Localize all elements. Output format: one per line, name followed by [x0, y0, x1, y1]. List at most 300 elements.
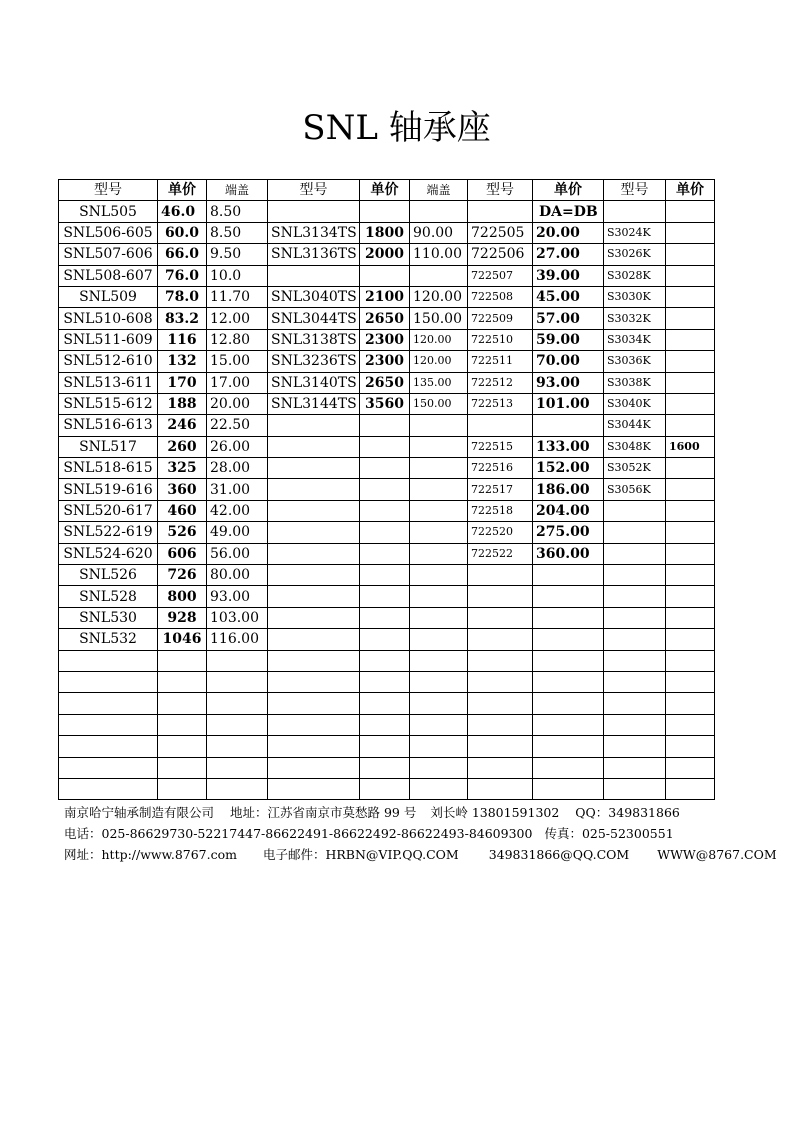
cell-price — [158, 671, 207, 692]
company-address: 地址：江苏省南京市莫愁路 99 号 — [230, 805, 417, 820]
cell-model: SNL515-612 — [59, 393, 158, 414]
table-row — [59, 372, 715, 393]
contact-person: 刘长岭 13801591302 — [430, 805, 560, 820]
cell-end-cap-2 — [410, 778, 468, 799]
footer-line-1 — [64, 803, 680, 823]
cell-price-4 — [666, 714, 715, 735]
cell-end-cap: 20.00 — [207, 393, 268, 414]
cell-price-3 — [533, 693, 604, 714]
cell-price-3: 93.00 — [533, 372, 604, 393]
cell-model-4 — [604, 565, 666, 586]
table-row — [59, 329, 715, 350]
cell-price: 66.0 — [158, 244, 207, 265]
cell-model-3 — [468, 415, 533, 436]
cell-model: SNL522-619 — [59, 522, 158, 543]
header-model: 型号 — [59, 180, 158, 201]
cell-price: 46.0 — [158, 201, 207, 222]
table-row — [59, 244, 715, 265]
cell-price-4 — [666, 393, 715, 414]
cell-end-cap: 49.00 — [207, 522, 268, 543]
cell-end-cap — [207, 650, 268, 671]
cell-model-4: S3044K — [604, 415, 666, 436]
header-price: 单价 — [533, 180, 604, 201]
cell-model: SNL511-609 — [59, 329, 158, 350]
cell-model-4: S3056K — [604, 479, 666, 500]
cell-end-cap-2 — [410, 458, 468, 479]
cell-price-3: 20.00 — [533, 222, 604, 243]
cell-price-4 — [666, 693, 715, 714]
table-row — [59, 714, 715, 735]
cell-model-4: S3026K — [604, 244, 666, 265]
cell-model-4 — [604, 693, 666, 714]
cell-end-cap-2: 120.00 — [410, 351, 468, 372]
table-row — [59, 308, 715, 329]
cell-model: SNL517 — [59, 436, 158, 457]
cell-price — [158, 778, 207, 799]
cell-price — [158, 693, 207, 714]
cell-end-cap-2 — [410, 629, 468, 650]
cell-price-3: 27.00 — [533, 244, 604, 265]
cell-price-2: 2650 — [360, 308, 410, 329]
cell-model-3: 722508 — [468, 286, 533, 307]
cell-price-4 — [666, 351, 715, 372]
cell-model-4: S3036K — [604, 351, 666, 372]
table-header-row — [59, 180, 715, 201]
cell-price: 606 — [158, 543, 207, 564]
cell-model-4: S3024K — [604, 222, 666, 243]
table-row — [59, 479, 715, 500]
cell-price-2 — [360, 586, 410, 607]
cell-end-cap-2 — [410, 736, 468, 757]
table-row — [59, 607, 715, 628]
cell-price: 1046 — [158, 629, 207, 650]
table-row — [59, 286, 715, 307]
cell-end-cap-2 — [410, 500, 468, 521]
table-row — [59, 351, 715, 372]
cell-price-2 — [360, 778, 410, 799]
cell-price-3 — [533, 714, 604, 735]
table-row — [59, 458, 715, 479]
cell-end-cap-2 — [410, 650, 468, 671]
qq-number: QQ：349831866 — [575, 805, 680, 820]
cell-model: SNL530 — [59, 607, 158, 628]
cell-end-cap: 28.00 — [207, 458, 268, 479]
price-table — [58, 179, 715, 800]
table-row — [59, 222, 715, 243]
cell-price: 260 — [158, 436, 207, 457]
cell-model-2 — [268, 778, 360, 799]
cell-price-4 — [666, 415, 715, 436]
cell-model-3: 722517 — [468, 479, 533, 500]
cell-end-cap: 11.70 — [207, 286, 268, 307]
cell-model-2 — [268, 607, 360, 628]
cell-end-cap-2: 120.00 — [410, 286, 468, 307]
cell-end-cap-2 — [410, 671, 468, 692]
cell-price-2 — [360, 415, 410, 436]
cell-end-cap: 116.00 — [207, 629, 268, 650]
cell-model-2 — [268, 736, 360, 757]
cell-end-cap — [207, 736, 268, 757]
cell-model-4 — [604, 736, 666, 757]
cell-price-4 — [666, 479, 715, 500]
cell-model-3 — [468, 693, 533, 714]
cell-model — [59, 778, 158, 799]
cell-model-2: SNL3040TS — [268, 286, 360, 307]
cell-end-cap-2: 120.00 — [410, 329, 468, 350]
cell-model-3: 722511 — [468, 351, 533, 372]
cell-price-4 — [666, 329, 715, 350]
cell-model: SNL526 — [59, 565, 158, 586]
cell-price-3 — [533, 671, 604, 692]
cell-price-4 — [666, 222, 715, 243]
cell-model-2 — [268, 415, 360, 436]
cell-model-3: 722518 — [468, 500, 533, 521]
cell-model-4 — [604, 778, 666, 799]
cell-price-3 — [533, 778, 604, 799]
cell-model-4: S3028K — [604, 265, 666, 286]
cell-model-4 — [604, 201, 666, 222]
cell-price-2 — [360, 565, 410, 586]
cell-model-2: SNL3144TS — [268, 393, 360, 414]
cell-end-cap: 31.00 — [207, 479, 268, 500]
cell-model: SNL509 — [59, 286, 158, 307]
cell-model-3 — [468, 629, 533, 650]
cell-end-cap-2 — [410, 565, 468, 586]
cell-price-4 — [666, 650, 715, 671]
header-price: 单价 — [360, 180, 410, 201]
cell-price: 170 — [158, 372, 207, 393]
cell-model: SNL518-615 — [59, 458, 158, 479]
cell-end-cap — [207, 757, 268, 778]
cell-price-4 — [666, 736, 715, 757]
cell-model-3: 722509 — [468, 308, 533, 329]
cell-end-cap-2: 90.00 — [410, 222, 468, 243]
cell-price-3: 275.00 — [533, 522, 604, 543]
cell-model: SNL510-608 — [59, 308, 158, 329]
table-row — [59, 500, 715, 521]
company-name: 南京哈宁轴承制造有限公司 — [64, 805, 215, 820]
cell-price: 928 — [158, 607, 207, 628]
cell-model-4: S3038K — [604, 372, 666, 393]
cell-price — [158, 714, 207, 735]
cell-price: 726 — [158, 565, 207, 586]
cell-price: 132 — [158, 351, 207, 372]
cell-price-3 — [533, 565, 604, 586]
cell-price-2 — [360, 693, 410, 714]
cell-price-4 — [666, 671, 715, 692]
cell-end-cap — [207, 693, 268, 714]
cell-model-3 — [468, 565, 533, 586]
cell-end-cap-2 — [410, 757, 468, 778]
cell-price — [158, 736, 207, 757]
cell-end-cap-2: 150.00 — [410, 308, 468, 329]
cell-price-4 — [666, 586, 715, 607]
cell-end-cap-2 — [410, 479, 468, 500]
cell-price-3 — [533, 650, 604, 671]
cell-price: 76.0 — [158, 265, 207, 286]
cell-model-2: SNL3044TS — [268, 308, 360, 329]
cell-model-3 — [468, 201, 533, 222]
cell-model-3: 722507 — [468, 265, 533, 286]
cell-model-4 — [604, 522, 666, 543]
cell-model-2 — [268, 543, 360, 564]
cell-price-2: 2300 — [360, 329, 410, 350]
cell-model: SNL506-605 — [59, 222, 158, 243]
cell-model-4 — [604, 586, 666, 607]
table-row — [59, 778, 715, 799]
cell-end-cap-2 — [410, 201, 468, 222]
cell-model: SNL512-610 — [59, 351, 158, 372]
cell-model-2 — [268, 436, 360, 457]
cell-model — [59, 650, 158, 671]
cell-model: SNL516-613 — [59, 415, 158, 436]
cell-price-2: 2650 — [360, 372, 410, 393]
table-row — [59, 436, 715, 457]
table-row — [59, 393, 715, 414]
table-row — [59, 736, 715, 757]
cell-price — [158, 650, 207, 671]
cell-model-2 — [268, 265, 360, 286]
cell-price-4 — [666, 757, 715, 778]
cell-price-3: 186.00 — [533, 479, 604, 500]
cell-price-3 — [533, 757, 604, 778]
cell-end-cap: 56.00 — [207, 543, 268, 564]
cell-model-4: S3040K — [604, 393, 666, 414]
header-model: 型号 — [604, 180, 666, 201]
cell-model-4 — [604, 650, 666, 671]
cell-end-cap-2 — [410, 714, 468, 735]
cell-price-4 — [666, 629, 715, 650]
cell-model: SNL528 — [59, 586, 158, 607]
cell-end-cap: 80.00 — [207, 565, 268, 586]
cell-model-3: 722505 — [468, 222, 533, 243]
page-title: SNL 轴承座 — [302, 108, 491, 148]
cell-price-3: 57.00 — [533, 308, 604, 329]
cell-price-2 — [360, 522, 410, 543]
footer-line-2 — [64, 824, 674, 844]
cell-end-cap: 15.00 — [207, 351, 268, 372]
cell-end-cap-2 — [410, 522, 468, 543]
cell-model-2: SNL3236TS — [268, 351, 360, 372]
cell-model-4 — [604, 500, 666, 521]
cell-model-3 — [468, 736, 533, 757]
cell-model-3: 722515 — [468, 436, 533, 457]
table-row — [59, 415, 715, 436]
cell-price-3: 70.00 — [533, 351, 604, 372]
cell-end-cap: 93.00 — [207, 586, 268, 607]
cell-price-3 — [533, 607, 604, 628]
cell-model-2: SNL3138TS — [268, 329, 360, 350]
cell-price-2 — [360, 607, 410, 628]
cell-end-cap: 26.00 — [207, 436, 268, 457]
email-2: 349831866@QQ.COM — [488, 847, 630, 862]
table-row — [59, 650, 715, 671]
cell-model-2 — [268, 650, 360, 671]
email-3: WWW@8767.COM — [657, 847, 777, 862]
cell-price-4 — [666, 543, 715, 564]
email: 电子邮件：HRBN@VIP.QQ.COM — [262, 847, 459, 862]
cell-price-4 — [666, 458, 715, 479]
cell-model-2: SNL3134TS — [268, 222, 360, 243]
cell-price-2: 2100 — [360, 286, 410, 307]
cell-price-2 — [360, 629, 410, 650]
cell-price-3 — [533, 629, 604, 650]
cell-end-cap-2: 135.00 — [410, 372, 468, 393]
cell-end-cap — [207, 671, 268, 692]
cell-model-3: 722522 — [468, 543, 533, 564]
cell-model-3 — [468, 607, 533, 628]
cell-model-2: SNL3136TS — [268, 244, 360, 265]
cell-price-2: 1800 — [360, 222, 410, 243]
cell-price-2 — [360, 714, 410, 735]
cell-price-3 — [533, 586, 604, 607]
cell-model-2 — [268, 714, 360, 735]
cell-model-3: 722516 — [468, 458, 533, 479]
cell-price-3: DA=DB — [533, 201, 604, 222]
cell-model-2 — [268, 479, 360, 500]
cell-model-2 — [268, 757, 360, 778]
cell-price: 60.0 — [158, 222, 207, 243]
cell-price-2 — [360, 436, 410, 457]
cell-price-4 — [666, 522, 715, 543]
cell-price-2: 3560 — [360, 393, 410, 414]
cell-price-2 — [360, 500, 410, 521]
table-row — [59, 693, 715, 714]
cell-model-4: S3048K — [604, 436, 666, 457]
table-row — [59, 201, 715, 222]
cell-model — [59, 757, 158, 778]
cell-model-4: S3052K — [604, 458, 666, 479]
cell-end-cap-2 — [410, 543, 468, 564]
cell-model-2 — [268, 586, 360, 607]
cell-model — [59, 736, 158, 757]
cell-model-2 — [268, 565, 360, 586]
cell-model-3 — [468, 671, 533, 692]
cell-model-4: S3030K — [604, 286, 666, 307]
cell-price-3 — [533, 415, 604, 436]
cell-price-4: 1600 — [666, 436, 715, 457]
cell-end-cap: 12.00 — [207, 308, 268, 329]
cell-model-2: SNL3140TS — [268, 372, 360, 393]
cell-price: 526 — [158, 522, 207, 543]
cell-model-4: S3032K — [604, 308, 666, 329]
cell-model-4 — [604, 543, 666, 564]
cell-end-cap: 22.50 — [207, 415, 268, 436]
cell-model-2 — [268, 458, 360, 479]
cell-model: SNL508-607 — [59, 265, 158, 286]
cell-model-3: 722506 — [468, 244, 533, 265]
cell-end-cap-2 — [410, 586, 468, 607]
cell-price-4 — [666, 286, 715, 307]
cell-end-cap: 42.00 — [207, 500, 268, 521]
cell-price-4 — [666, 265, 715, 286]
cell-price: 246 — [158, 415, 207, 436]
cell-model — [59, 714, 158, 735]
cell-model-4 — [604, 671, 666, 692]
cell-price-4 — [666, 607, 715, 628]
cell-price-2 — [360, 458, 410, 479]
cell-price — [158, 757, 207, 778]
header-end-cap: 端盖 — [410, 180, 468, 201]
cell-price-3: 360.00 — [533, 543, 604, 564]
cell-model-2 — [268, 500, 360, 521]
footer-line-3 — [64, 845, 777, 865]
header-model: 型号 — [468, 180, 533, 201]
cell-model — [59, 693, 158, 714]
cell-price: 325 — [158, 458, 207, 479]
cell-end-cap: 10.0 — [207, 265, 268, 286]
cell-model-4: S3034K — [604, 329, 666, 350]
header-price: 单价 — [158, 180, 207, 201]
cell-model: SNL520-617 — [59, 500, 158, 521]
table-row — [59, 522, 715, 543]
cell-end-cap: 17.00 — [207, 372, 268, 393]
cell-price-2: 2300 — [360, 351, 410, 372]
cell-price: 188 — [158, 393, 207, 414]
cell-price-4 — [666, 201, 715, 222]
header-end-cap: 端盖 — [207, 180, 268, 201]
cell-model-3 — [468, 714, 533, 735]
table-row — [59, 265, 715, 286]
cell-price-3 — [533, 736, 604, 757]
cell-price: 360 — [158, 479, 207, 500]
cell-price-3: 204.00 — [533, 500, 604, 521]
table-row — [59, 565, 715, 586]
cell-price-3: 101.00 — [533, 393, 604, 414]
cell-price-4 — [666, 244, 715, 265]
cell-end-cap-2 — [410, 415, 468, 436]
cell-price-3: 59.00 — [533, 329, 604, 350]
cell-price-4 — [666, 372, 715, 393]
cell-model-2 — [268, 693, 360, 714]
table-row — [59, 629, 715, 650]
cell-model-3: 722513 — [468, 393, 533, 414]
cell-model-3: 722510 — [468, 329, 533, 350]
cell-price-3: 45.00 — [533, 286, 604, 307]
cell-price-3: 152.00 — [533, 458, 604, 479]
cell-end-cap-2: 110.00 — [410, 244, 468, 265]
cell-price-2 — [360, 543, 410, 564]
cell-end-cap-2 — [410, 693, 468, 714]
cell-model-3 — [468, 757, 533, 778]
website: 网址：http://www.8767.com — [64, 847, 237, 862]
table-row — [59, 757, 715, 778]
cell-end-cap — [207, 778, 268, 799]
header-model: 型号 — [268, 180, 360, 201]
cell-end-cap — [207, 714, 268, 735]
cell-model-4 — [604, 629, 666, 650]
cell-price-2 — [360, 757, 410, 778]
cell-model-2 — [268, 671, 360, 692]
cell-model-3 — [468, 586, 533, 607]
cell-model — [59, 671, 158, 692]
cell-end-cap: 8.50 — [207, 222, 268, 243]
cell-model-4 — [604, 714, 666, 735]
cell-model: SNL532 — [59, 629, 158, 650]
cell-model: SNL505 — [59, 201, 158, 222]
cell-model: SNL524-620 — [59, 543, 158, 564]
cell-model-2 — [268, 629, 360, 650]
cell-model: SNL513-611 — [59, 372, 158, 393]
cell-end-cap: 8.50 — [207, 201, 268, 222]
cell-end-cap-2 — [410, 436, 468, 457]
cell-model-3: 722512 — [468, 372, 533, 393]
cell-price-2 — [360, 265, 410, 286]
cell-price-4 — [666, 565, 715, 586]
cell-model: SNL507-606 — [59, 244, 158, 265]
cell-end-cap-2 — [410, 265, 468, 286]
cell-price: 460 — [158, 500, 207, 521]
